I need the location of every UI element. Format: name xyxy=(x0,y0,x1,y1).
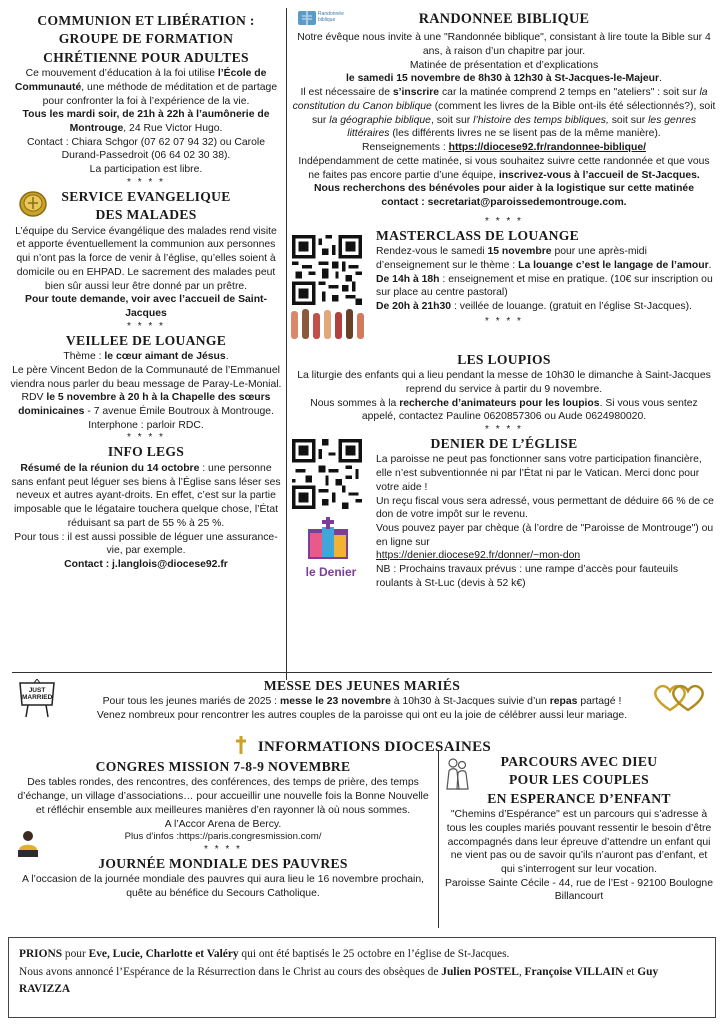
pauvres-title: JOURNÉE MONDIALE DES PAUVRES xyxy=(98,855,348,871)
loupios-text: La liturgie des enfants qui a lieu pendant la messe de 10h30 le dimanche à Saint-Jacques reprend du service à partir du 9 novembre. xyxy=(297,370,711,395)
rando-link[interactable]: https://diocese92.fr/randonnee-biblique/ xyxy=(448,142,647,154)
maries-text: Pour tous les jeunes mariés de 2025 : messe le 23 novembre à 10h30 à St-Jacques suivie d’un repas partagé ! xyxy=(102,696,622,708)
denier-logo-icon xyxy=(298,515,360,579)
denier-link[interactable]: https://denier.diocese92.fr/donner/~mon-don xyxy=(376,550,581,562)
just-married-text: JUST MARRIED xyxy=(22,687,53,702)
communion-free: La participation est libre. xyxy=(89,164,203,176)
sem-title-2: DES MALADES xyxy=(95,207,197,223)
rando-email-link[interactable]: secretariat@paroissedemontrouge.com. xyxy=(427,196,627,208)
couple-icon xyxy=(444,757,470,796)
separator-stars: * * * * xyxy=(204,843,242,855)
loupios-title: LES LOUPIOS xyxy=(457,351,551,367)
communion-section xyxy=(10,12,282,188)
legs-email-link[interactable]: j.langlois@diocese92.fr xyxy=(112,558,228,570)
separator-stars: * * * * xyxy=(485,315,523,327)
masterclass-qr-code[interactable] xyxy=(292,235,362,305)
denier-nb: NB : Prochains travaux prévus : une rampe d’accès pour fauteuils roulants à St-Luc (devis à 52 k€) xyxy=(376,564,679,589)
communion-title-2: GROUPE DE FORMATION xyxy=(58,31,234,47)
veillee-theme: Thème : le cœur aimant de Jésus. xyxy=(63,351,229,363)
sem-title-1: SERVICE EVANGELIQUE xyxy=(61,188,231,204)
masterclass-title: MASTERCLASS DE LOUANGE xyxy=(376,227,579,243)
masterclass-afternoon: De 14h à 18h : enseignement et mise en pratique. (10€ sur inscription ou sur place au centre pastoral) xyxy=(376,273,713,299)
rando-intro: Notre évêque nous invite à une "Randonnée biblique", consistant à lire toute la Bible sur 4 ans, à raison d’un chapitre par jour. xyxy=(297,32,711,57)
sem-section xyxy=(10,188,282,332)
rando-date: le samedi 15 novembre de 8h30 à 12h30 à St-Jacques-le-Majeur. xyxy=(346,73,662,85)
denier-qr-code[interactable] xyxy=(292,439,362,509)
denier-tax: Un reçu fiscal vous sera adressé, vous permettant de déduire 66 % de ce don de votre impôt sur le revenu. xyxy=(376,495,714,521)
rando-contact: contact : secretariat@paroissedemontrouge.com. xyxy=(381,196,627,208)
denier-logo-text: le Denier xyxy=(305,565,357,579)
speaker-icon xyxy=(16,830,40,863)
loupios-section xyxy=(292,351,716,435)
communion-schedule: Tous les mardi soir, de 21h à 22h à l’aumônerie de Montrouge, 24 Rue Victor Hugo. xyxy=(22,109,270,134)
masterclass-intro: Rendez-vous le samedi 15 novembre pour une après-midi d’enseignement sur le thème : La louange c’est le langage de l’amour. xyxy=(376,246,712,271)
parcours-text: "Chemins d’Espérance" est un parcours qui s’adresse à tous les couples mariés pouvant ressentir le besoin d’être accompagnés dans leur épreuve d’attendre un enfant qui ne vient pas ou de savoir qu’ils n’auront pas d’enfant, et qui s’interrogent sur leur vocation. xyxy=(446,809,712,875)
just-married-sign-icon xyxy=(14,679,60,724)
bible-hike-logo-icon xyxy=(296,8,360,35)
congres-info[interactable]: Plus d’infos :https://paris.congresmission.com/ xyxy=(124,831,322,843)
column-divider xyxy=(286,8,287,680)
separator-stars: * * * * xyxy=(485,215,523,227)
bible-hike-logo-text: Randonnée biblique xyxy=(318,11,344,23)
separator-stars: * * * * xyxy=(127,320,165,332)
communion-title-1: COMMUNION ET LIBÉRATION : xyxy=(37,13,255,28)
maries-invite: Venez nombreux pour rencontrer les autres couples de la paroisse qui ont eu la joie de célébrer aussi leur mariage. xyxy=(96,710,628,722)
prions-box xyxy=(8,937,716,1018)
sem-request: Pour toute demande, voir avec l’accueil de Saint-Jacques xyxy=(25,294,267,319)
parcours-address: Paroisse Sainte Cécile - 44, rue de l’Est - 92100 Boulogne Billancourt xyxy=(444,877,713,903)
raised-hands-icon xyxy=(288,307,366,346)
rando-inscription: Il est nécessaire de s’inscrire car la matinée comprend 2 temps en "ateliers" : soit sur la constitution du Canon biblique (comment les livres de la Bible ont-ils été sélectionnés?), soit sur la géographie biblique, soit sur l’histoire des temps bibliques, soit sur les genres littéraires (les différents livres ne se lisent pas de la même manière). xyxy=(292,87,716,140)
rando-matinee: Matinée de présentation et d’explications xyxy=(409,59,599,71)
separator-stars: * * * * xyxy=(127,176,165,188)
communion-contact: Contact : Chiara Schgor (07 62 07 94 32) ou Carole Durand-Passedroit (06 64 02 30 38). xyxy=(27,136,265,162)
congres-section xyxy=(14,758,432,901)
diocese-title: INFORMATIONS DIOCESAINES xyxy=(257,739,492,756)
prions-funerals: Nous avons annoncé l’Espérance de la Résurrection dans le Christ au cours des obsèques de Julien POSTEL, Françoise VILLAIN et Guy RAVIZZA xyxy=(19,965,659,996)
loupios-call: Nous sommes à la recherche d’animateurs pour les loupios. Si vous vous sentez appelé, contactez Pauline 0620857306 ou Aude 0624980020. xyxy=(310,397,698,423)
rando-join: Indépendamment de cette matinée, si vous souhaitez suivre cette randonnée et que vous ne faites pas encore partie d’une équipe, inscrivez-vous à l’accueil de St-Jacques. xyxy=(298,155,710,181)
legs-section xyxy=(10,443,282,571)
denier-title: DENIER DE L’ÉGLISE xyxy=(430,436,578,451)
sem-text: L’équipe du Service évangélique des malades rend visite et apporte éventuellement la communion aux personnes qui n’ont pas la force de venir à l’église, qu’elles soient à domicile ou en EHPAD. Le sacrement des malades peut bien sûr aussi leur être donné par un prêtre. xyxy=(15,225,277,292)
congres-text: Des tables rondes, des rencontres, des conférences, des temps de prière, des temps d’échange, un village d’associations… pour accueillir une nouvelle fois la Bonne Nouvelle et réfléchir ensemble aux meilleures manières d’en rayonner là où nous sommes. xyxy=(17,777,429,816)
rando-volunteers: Nous recherchons des bénévoles pour aider à la logistique sur cette matinée xyxy=(314,183,694,195)
section-divider xyxy=(12,672,712,673)
rando-title: RANDONNEE BIBLIQUE xyxy=(418,11,590,27)
prions-baptisms: PRIONS pour Eve, Lucie, Charlotte et Valéry qui ont été baptisés le 25 octobre en l’église de St-Jacques. xyxy=(19,948,510,960)
left-column xyxy=(10,12,282,572)
congres-place: A l’Accor Arena de Bercy. xyxy=(164,818,282,830)
column-divider-bottom xyxy=(438,750,439,928)
denier-payment: Vous pouvez payer par chèque (à l’ordre de "Paroisse de Montrouge") ou en ligne sur xyxy=(376,523,714,548)
legs-title: INFO LEGS xyxy=(107,444,185,460)
congres-title: CONGRES MISSION 7-8-9 NOVEMBRE xyxy=(95,759,351,774)
parcours-section xyxy=(444,753,714,904)
masterclass-section xyxy=(292,227,716,351)
legs-note: Pour tous : il est aussi possible de léguer une assurance-vie, par exemple. xyxy=(14,531,278,557)
rings-icon xyxy=(650,683,708,718)
communion-title-3: CHRÉTIENNE POUR ADULTES xyxy=(43,49,249,65)
legs-contact: Contact : j.langlois@diocese92.fr xyxy=(64,558,228,570)
parcours-title-1: PARCOURS AVEC DIEU xyxy=(500,754,658,769)
right-column xyxy=(292,8,716,591)
separator-stars: * * * * xyxy=(127,432,165,444)
veillee-title: VEILLEE DE LOUANGE xyxy=(65,332,227,348)
communion-text-1: Ce mouvement d’éducation à la foi utilise l’École de Communauté, une méthode de méditation et de partage pour confronter la foi à l’expérience de la vie. xyxy=(14,68,278,107)
separator-stars: * * * * xyxy=(485,424,523,435)
pauvres-text: A l’occasion de la journée mondiale des pauvres qui aura lieu le 16 novembre prochain, quête au bénéfice du Secours Catholique. xyxy=(21,874,425,900)
maries-section xyxy=(10,677,714,723)
veillee-speaker: Le père Vincent Bedon de la Communauté de l’Emmanuel viendra nous parler du beau message de Paray-Le-Monial. xyxy=(10,364,282,390)
pyx-icon xyxy=(16,186,50,225)
veillee-section xyxy=(10,332,282,444)
denier-section xyxy=(292,435,716,591)
parcours-title-2: POUR LES COUPLES xyxy=(508,772,649,788)
legs-summary: Résumé de la réunion du 14 octobre : une personne sans enfant peut léguer ses biens à l’Église sans léser ses neveux et autres ayant-droits. En effet, c’est sur la partie imposable que le légataire touchera quelque chose, l’État réduisant sa part de 55 % à 25 %. xyxy=(11,462,281,529)
parcours-title-3: EN ESPERANCE D’ENFANT xyxy=(487,790,671,806)
cross-icon xyxy=(233,735,249,760)
maries-title: MESSE DES JEUNES MARIÉS xyxy=(263,678,461,693)
denier-text: La paroisse ne peut pas fonctionner sans votre participation financière, elle n’est subventionnée ni par l’État ni par le Vatican. Merci donc pour votre aide ! xyxy=(376,454,702,493)
rando-section xyxy=(292,8,716,227)
masterclass-evening: De 20h à 21h30 : veillée de louange. (gratuit en l’église St-Jacques). xyxy=(376,301,692,312)
rando-info: Renseignements : https://diocese92.fr/randonnee-biblique/ xyxy=(361,142,647,154)
veillee-rdv: RDV le 5 novembre à 20 h à la Chapelle des sœurs dominicaines - 7 avenue Émile Boutroux à Montrouge. Interphone : parloir RDC. xyxy=(18,392,274,431)
